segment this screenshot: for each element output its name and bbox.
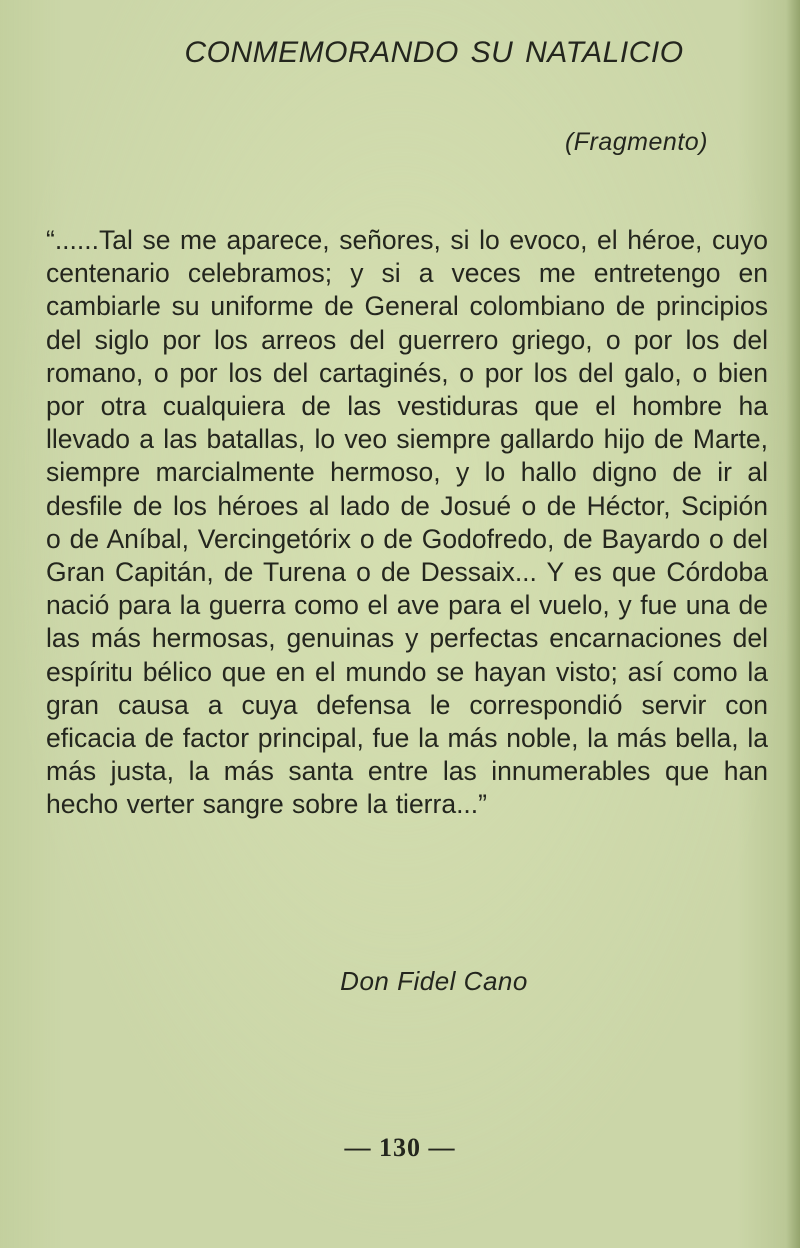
author-signature: Don Fidel Cano xyxy=(340,966,528,996)
page-number: — 130 — xyxy=(344,1133,456,1162)
body-paragraph: “......Tal se me aparece, señores, si lo evoco, el héroe, cuyo centenario celebramos; y si a veces me entretengo en cambiarle su uniforme de General colombiano de principios del siglo por los arreos del guerrero griego, o por los del romano, o por los del cartaginés, o por los del galo, o bien por otra cualquiera de las vestiduras que el hombre ha llevado a las batallas, lo veo siempre gallardo hijo de Marte, siempre marcialmente hermoso, y lo hallo digno de ir al desfile de los héroes al lado de Josué o de Héctor, Scipión o de Aníbal, Vercingetórix o de Godofredo, de Bayardo o del Gran Capitán, de Turena o de Dessaix... Y es que Córdoba nació para la guerra como el ave para el vuelo, y fue una de las más hermosas, genuinas y perfectas encarnaciones del espíritu bélico que en el mundo se hayan visto; así como la gran causa a cuya defensa le correspondió servir con eficacia de factor principal, fue la más noble, la más bella, la más justa, la más santa entre las innumerables que han hecho verter sangre sobre la tierra...” xyxy=(46,225,768,820)
subtitle-fragment: (Fragmento) xyxy=(564,128,708,156)
running-title: CONMEMORANDO SU NATALICIO xyxy=(184,36,684,69)
page-edge-shadow xyxy=(786,0,800,1248)
